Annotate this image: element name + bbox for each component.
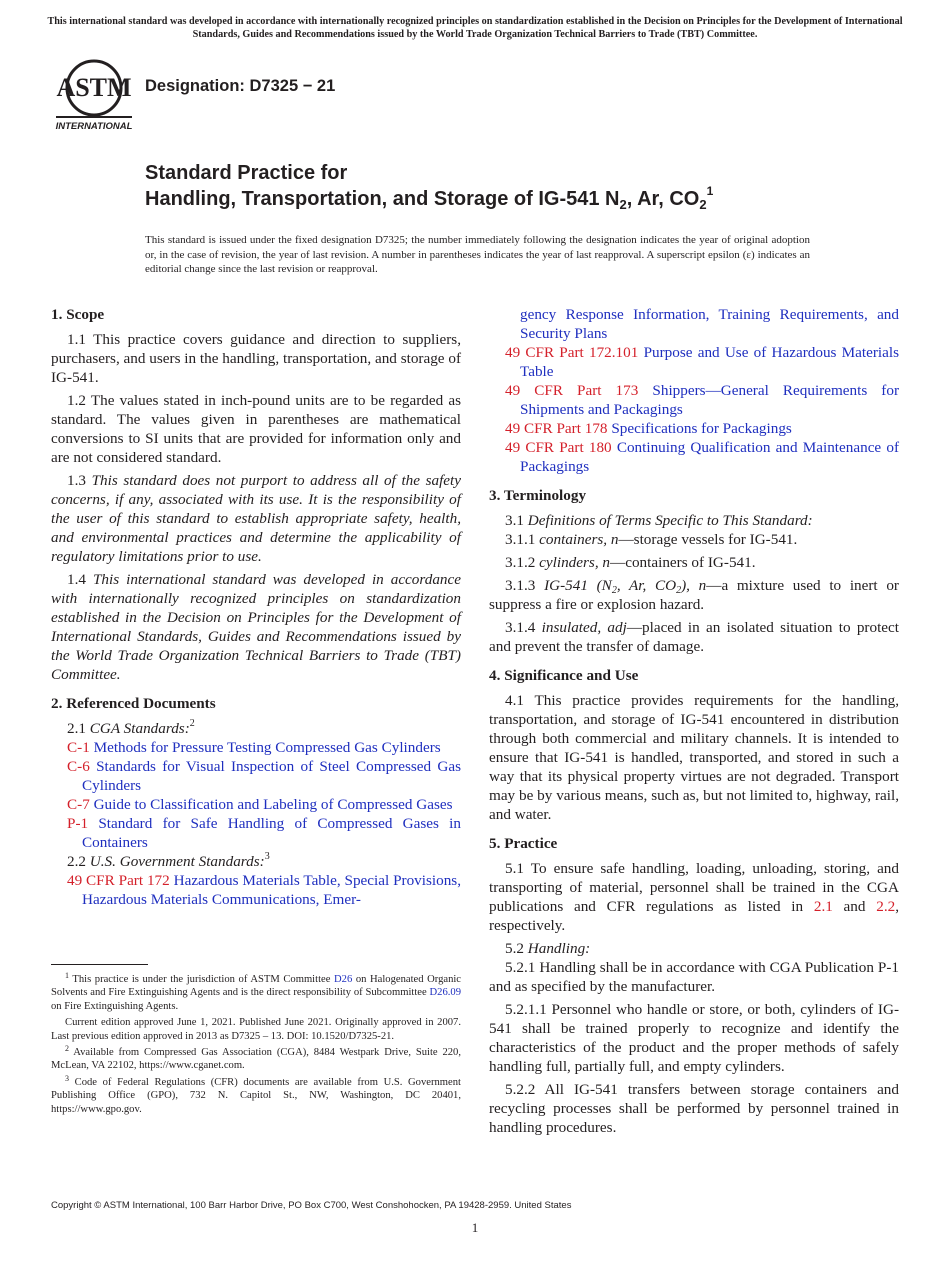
page-number: 1 bbox=[471, 1220, 479, 1235]
section-heading-scope: 1. Scope bbox=[51, 306, 105, 323]
left-column bbox=[51, 305, 461, 909]
paragraph-5-2-1-1: 5.2.1.1 Personnel who handle or store, or both, cylinders of IG-541 shall be trained properly to recognize and identify the characteristics of the product and the proper methods of safely handling full, partially full, and empty cylinders. bbox=[489, 1001, 899, 1075]
link-d26-09[interactable]: D26.09 bbox=[429, 987, 461, 999]
title-line-1: Standard Practice for bbox=[145, 162, 348, 184]
section-heading-practice: 5. Practice bbox=[489, 835, 558, 852]
astm-logo-icon bbox=[52, 58, 136, 134]
paragraph-2-2: 2.2 U.S. Government Standards:$^3$ bbox=[67, 851, 270, 870]
paragraph-5-2-2: 5.2.2 All IG-541 transfers between storage containers and recycling processes shall be performed by personnel trained in handling procedures. bbox=[489, 1081, 899, 1136]
footnote-rule bbox=[51, 964, 148, 965]
paragraph-3-1-1: 3.1.1 containers, n—storage vessels for IG-541. bbox=[505, 531, 798, 548]
section-heading-significance: 4. Significance and Use bbox=[489, 667, 639, 684]
paragraph-1-1: 1.1 This practice covers guidance and direction to suppliers, purchasers, and users in the handling, transportation, and storage of IG-541. bbox=[51, 331, 461, 386]
copyright: Copyright © ASTM International, 100 Barr Harbor Drive, PO Box C700, West Conshohocken, PA 19428-2959. United States bbox=[51, 1200, 572, 1211]
link-d26[interactable]: D26 bbox=[334, 974, 353, 985]
ref-cga-c6[interactable]: C-6 Standards for Visual Inspection of Steel Compressed Gas Cylinders bbox=[67, 758, 462, 794]
ref-cfr-178[interactable]: 49 CFR Part 178 Specifications for Packagings bbox=[505, 420, 792, 437]
paragraph-2-1: 2.1 CGA Standards:$^2$ bbox=[67, 718, 195, 737]
paragraph-5-2: 5.2 Handling: bbox=[505, 940, 591, 957]
ref-cga-c7[interactable]: C-7 Guide to Classification and Labeling of Compressed Gases bbox=[67, 796, 453, 813]
ref-cfr-180[interactable]: 49 CFR Part 180 Continuing Qualification and Maintenance of Packagings bbox=[505, 439, 899, 475]
footnote-1-edition: Current edition approved June 1, 2021. Published June 2021. Originally approved in 2007. Last previous edition approved in 2013 as D7325 – 13. DOI: 10.1520/D7325-21. bbox=[51, 1017, 461, 1042]
document-title bbox=[145, 160, 905, 212]
ref-cfr-173[interactable]: 49 CFR Part 173 Shippers—General Requirements for Shipments and Packagings bbox=[505, 382, 900, 418]
ref-cfr-172[interactable]: 49 CFR Part 172 Hazardous Materials Table, Special Provisions, Hazardous Materials Communications, Emer- bbox=[67, 872, 462, 908]
paragraph-1-4: 1.4 This international standard was developed in accordance with internationally recognized principles on standardization established in the Decision on Principles for the Development of International Standards, Guides and Recommendations issued by the World Trade Organization Technical Barriers to Trade (TBT) Committee. bbox=[51, 571, 462, 683]
paragraph-3-1-4: 3.1.4 insulated, adj—placed in an isolated situation to protect and prevent the transfer of damage. bbox=[489, 619, 899, 655]
astm-logo bbox=[52, 58, 136, 134]
title-line-2: Handling, Transportation, and Storage of IG-541 $N_2$, Ar, $CO_2^1$ bbox=[145, 184, 714, 212]
paragraph-1-2: 1.2 The values stated in inch-pound units are to be regarded as standard. The values given in parentheses are mathematical conversions to SI units that are provided for information only and are not considered standard. bbox=[51, 392, 461, 466]
issuance-statement: This standard is issued under the fixed designation D7325; the number immediately following the designation indicates the year of original adoption or, in the case of revision, the year of last revision. A number in parentheses indicates the year of last reapproval. A superscript epsilon (ε) indicates an editorial change since the last revision or reapproval. bbox=[145, 234, 810, 275]
designation: Designation: D7325 − 21 bbox=[145, 77, 336, 95]
right-column bbox=[489, 305, 899, 1141]
paragraph-3-1-3: 3.1.3 IG-541 ($N_2$, Ar, $CO_2$), n—a mixture used to inert or suppress a fire or explosion hazard. bbox=[489, 577, 899, 613]
footnote-3: $^3$ Code of Federal Regulations (CFR) documents are available from U.S. Government Publishing Office (GPO), 732 N. Capitol St., NW, Washington, DC 20401, https://www.gpo.gov. bbox=[51, 1073, 461, 1115]
ref-cga-c1[interactable]: C-1 Methods for Pressure Testing Compressed Gas Cylinders bbox=[67, 739, 441, 756]
ref-cfr-172-continued[interactable]: gency Response Information, Training Requirements, and Security Plans bbox=[520, 306, 899, 342]
paragraph-5-2-1: 5.2.1 Handling shall be in accordance with CGA Publication P-1 and as specified by the manufacturer. bbox=[489, 959, 899, 995]
link-section-2-1[interactable]: 2.1 bbox=[813, 898, 833, 915]
footnotes bbox=[51, 973, 461, 1119]
paragraph-3-1-2: 3.1.2 cylinders, n—containers of IG-541. bbox=[505, 554, 756, 571]
paragraph-4-1: 4.1 This practice provides requirements for the handling, transportation, and storage of IG-541 encountered in distribution through both commercial and military channels. It is intended to ensure that IG-541 is handled, transported, and stored in such a way that its physical property virtues are not degraded. Transport may be by various means, such as, but not limited to, highway, rail, and water. bbox=[489, 692, 899, 823]
ref-cga-p1[interactable]: P-1 Standard for Safe Handling of Compressed Gases in Containers bbox=[67, 815, 461, 851]
footnote-2: $^2$ Available from Compressed Gas Association (CGA), 8484 Westpark Drive, Suite 220, McLean, VA 22102, https://www.cganet.com. bbox=[51, 1044, 461, 1072]
footnote-1: $^1$ This practice is under the jurisdiction of ASTM Committee D26 on Halogenated Organic Solvents and Fire Extinguishing Agents and is the direct responsibility of Subcommittee D26.09 on Fire Extinguishing Agents. bbox=[51, 971, 462, 1012]
section-heading-referenced-documents: 2. Referenced Documents bbox=[51, 695, 216, 712]
paragraph-5-1: 5.1 To ensure safe handling, loading, unloading, storing, and transporting of material, personnel shall be trained in the CGA publications and CFR regulations as listed in 2.1 and 2.2, respectively. bbox=[489, 860, 899, 934]
svg-text:ASTM: ASTM bbox=[56, 73, 132, 102]
ref-cfr-172-101[interactable]: 49 CFR Part 172.101 Purpose and Use of Hazardous Materials Table bbox=[505, 344, 900, 380]
paragraph-1-3: 1.3 This standard does not purport to address all of the safety concerns, if any, associated with its use. It is the responsibility of the user of this standard to establish appropriate safety, health, and environmental practices and determine the applicability of regulatory limitations prior to use. bbox=[51, 472, 462, 565]
tbt-notice: This international standard was developed in accordance with internationally recognized principles on standardization established in the Decision on Principles for the Development of International Standards, Guides and Recommendations issued by the World Trade Organization Technical Barriers to Trade (TBT) Committee. bbox=[47, 16, 903, 40]
svg-text:INTERNATIONAL: INTERNATIONAL bbox=[55, 121, 133, 132]
link-section-2-2[interactable]: 2.2 bbox=[876, 898, 896, 915]
paragraph-3-1: 3.1 Definitions of Terms Specific to This Standard: bbox=[505, 512, 813, 529]
section-heading-terminology: 3. Terminology bbox=[489, 487, 587, 504]
